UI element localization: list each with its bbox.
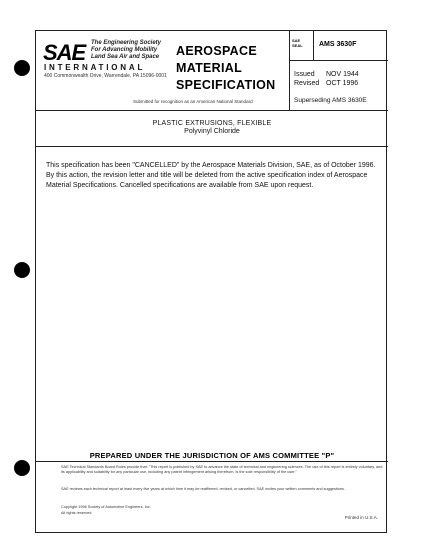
subject-subtitle: Polyvinyl Chloride [184,128,240,135]
committee-line: PREPARED UNDER THE JURISDICTION OF AMS COMMITTEE "P" [89,451,335,460]
ansi-submission-note: Submitted for recognition as an American National Standard [133,99,253,104]
title-line-2: MATERIAL [176,61,243,75]
sae-tagline-2: For Advancing Mobility [91,47,158,53]
revised-date: OCT 1996 [326,80,359,87]
document-number: AMS 3630F [319,41,357,48]
issued-date: NOV 1944 [326,71,359,78]
subject-title: PLASTIC EXTRUSIONS, FLEXIBLE [152,120,272,127]
sae-tagline-1: The Engineering Society [91,40,162,46]
sae-seal-mark: SAE SEAL [292,38,303,48]
issued-label: Issued [294,71,315,78]
sae-address: 400 Commonwealth Drive, Warrendale, PA 15096-0001 [44,73,167,79]
document-header [36,31,388,111]
printed-note: Printed in U.S.A. [344,515,378,520]
rights-line: All rights reserved. [61,511,93,515]
cancellation-paragraph: This specification has been "CANCELLED" by the Aerospace Materials Division, SAE, as of October 1996. By this action, the revision letter and title will be deleted from the active specification index of Aerospace Material Specifications. Cancelled specifications are available from SAE upon request. [46,162,376,189]
revised-label: Revised [294,80,320,87]
sae-international-wordmark: INTERNATIONAL [44,63,146,72]
title-line-3: SPECIFICATION [176,78,276,92]
sae-logo: SAE [43,40,86,65]
usage-notice: SAE Technical Standards Board Rules provide that: "This report is published by SAE to advance the state of technical and engineering sciences. The use of this report is entirely voluntary, and its applicability and suitability for any particular use, including any patent infringement arising therefrom, is the sole responsibility of the user." [61,465,383,474]
subject-block [36,111,388,147]
binder-hole-middle [14,262,30,278]
title-line-1: AEROSPACE [176,44,257,58]
seal-divider [313,31,314,61]
supersedes-note: Superseding AMS 3630E [294,97,367,104]
sae-tagline-3: Land Sea Air and Space [91,54,160,60]
document-number-box [289,31,388,61]
binder-hole-bottom [14,460,30,476]
copyright-line: Copyright 1996 Society of Automotive Engineers, Inc. [61,505,151,509]
specification-page [35,30,387,533]
footer-rule [36,461,388,462]
review-notice: SAE reviews each technical report at least every five years at which time it may be reaffirmed, revised, or cancelled. SAE invites your written comments and suggestions. [61,487,345,491]
binder-hole-top [14,60,30,76]
